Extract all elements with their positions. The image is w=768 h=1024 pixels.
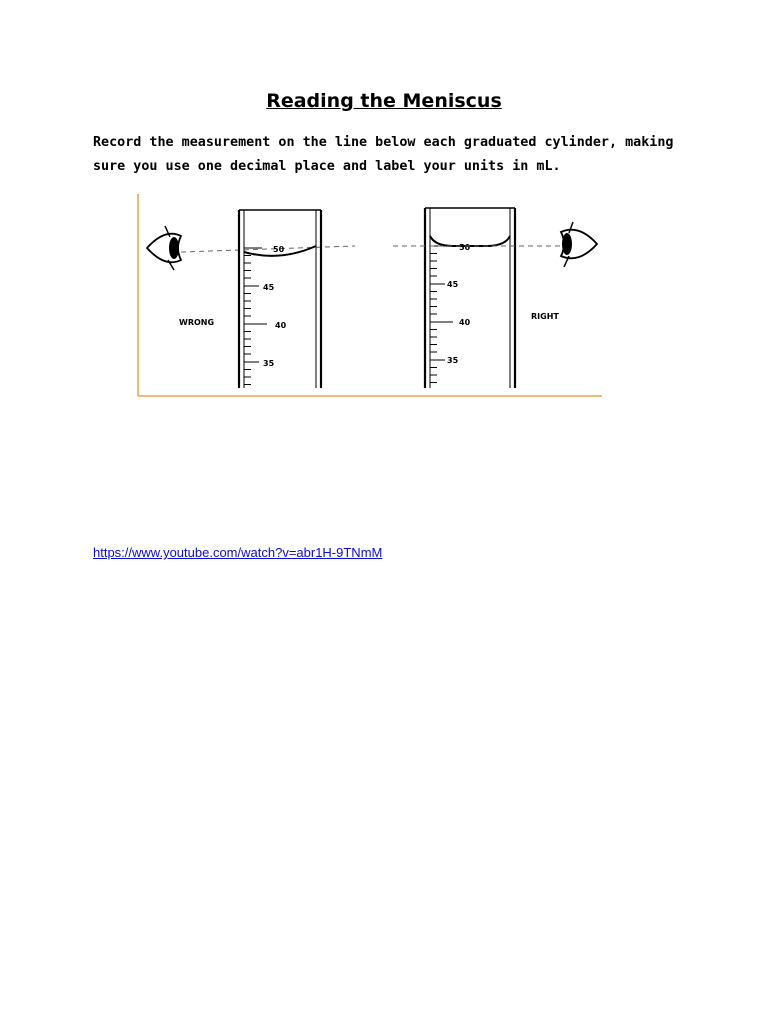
meniscus-figure — [135, 190, 605, 404]
scale-label-40-right: 40 — [459, 318, 471, 327]
youtube-link[interactable]: https://www.youtube.com/watch?v=abr1H-9TNmM — [93, 545, 383, 560]
scale-label-35: 35 — [263, 359, 275, 368]
document-title: Reading the Meniscus — [266, 90, 502, 112]
scale-label-45-right: 45 — [447, 280, 459, 289]
scale-label-35-right: 35 — [447, 356, 459, 365]
scale-label-50-right: 50 — [459, 243, 471, 252]
eye-wrong-icon — [147, 226, 181, 270]
scale-label-40: 40 — [275, 321, 287, 330]
cylinder-wrong — [239, 210, 321, 388]
wrong-label: WRONG — [179, 318, 215, 327]
eye-right-icon — [561, 222, 597, 267]
sight-line-wrong — [181, 246, 355, 252]
right-label: RIGHT — [531, 312, 559, 321]
scale-label-45: 45 — [263, 283, 275, 292]
cylinder-right — [425, 208, 515, 388]
meniscus-diagram — [135, 190, 605, 400]
instructions-text: Record the measurement on the line below each graduated cylinder, making sure you use one decimal place and label your units in mL. — [93, 135, 674, 174]
scale-label-50: 50 — [273, 245, 285, 254]
